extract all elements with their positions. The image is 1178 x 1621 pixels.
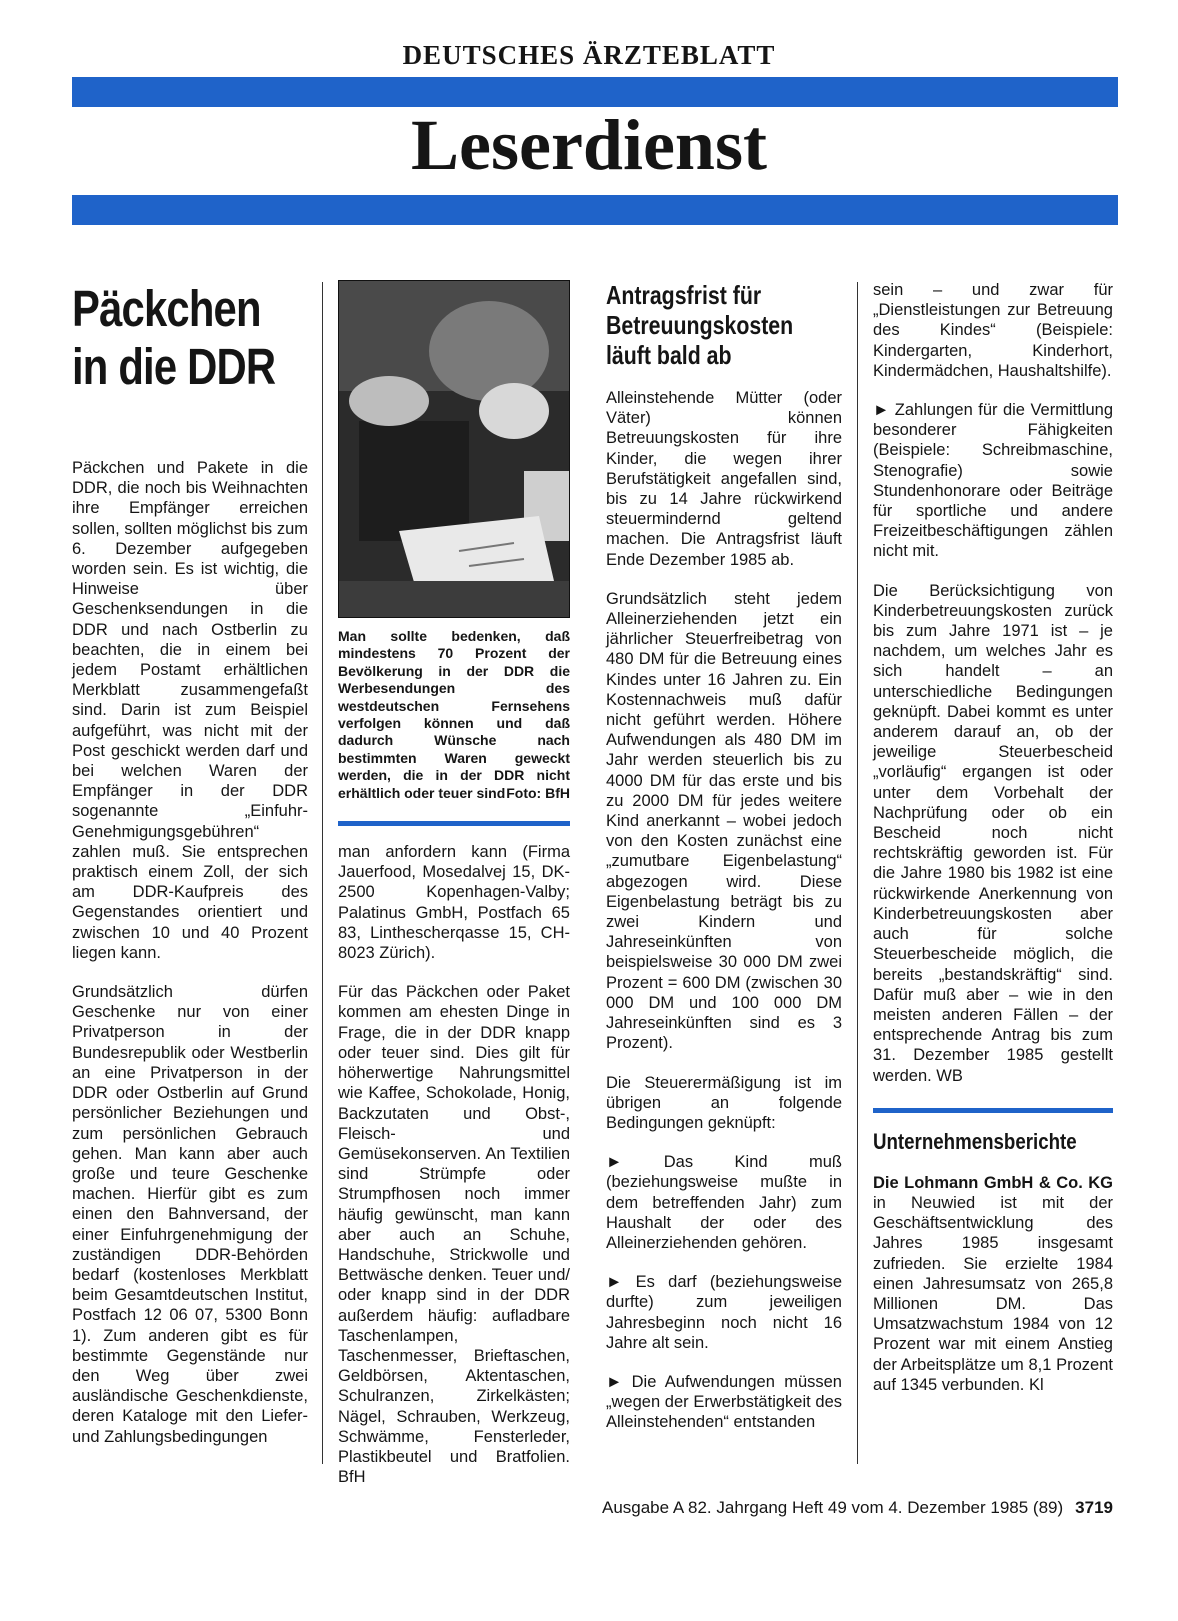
- photo-caption: Man sollte bedenken, daß mindestens 70 Prozent der Bevölkerung in der DDR die Werbesendungen des westdeutschen Fernsehens verfolgen können und daß dadurch Wünsche nach bestimmten Waren geweckt werden, die in der DDR nicht erhältlich oder teuer sind Foto: BfH: [338, 628, 570, 801]
- caption-rule: [338, 821, 570, 826]
- box-title: Unternehmensberichte: [873, 1128, 1077, 1154]
- column-3: [606, 280, 842, 1452]
- page-number: 3719: [1075, 1498, 1113, 1517]
- column-2: [338, 280, 570, 1506]
- column-rule: [322, 282, 323, 1464]
- body-paragraph: Grundsätzlich dürfen Geschenke nur von einer Privatperson in der Bundesrepublik oder Westberlin an eine Privatperson in der DDR oder Ostberlin auf Grund persönlicher Beziehungen und zum persönlichen Gebrauch gehen. Man kann aber auch große und teure Geschenke machen. Hierfür gibt es zum einen den Bahnversand, der einer Einfuhrgenehmigung der zuständigen DDR-Behörden bedarf (kostenloses Merkblatt beim Gesamtdeutschen Institut, Postfach 12 06 07, 5300 Bonn 1). Zum anderen gibt es für bestimmte Gegenstände nur den Weg über zwei ausländische Geschenkdienste, deren Kataloge mit den Liefer- und Zahlungsbedingungen: [72, 983, 308, 1446]
- article-headline: Antragsfrist für Betreuungskosten läuft bald ab: [606, 280, 794, 370]
- body-paragraph: Die Steuerermäßigung ist im übrigen an folgende Bedingungen geknüpft:: [606, 1073, 842, 1132]
- bullet-paragraph: ► Das Kind muß (beziehungsweise mußte in dem betreffenden Jahr) zum Haushalt der oder des Alleinerziehenden gehören.: [606, 1153, 842, 1252]
- headline-line: Päckchen: [72, 280, 261, 337]
- masthead: DEUTSCHES ÄRZTEBLATT: [402, 40, 776, 70]
- body-paragraph: Alleinstehende Mütter (oder Väter) können Betreuungskosten für ihre Kinder, die wegen ihrer Berufstätigkeit angefallen sind, bis zu 14 Jahre rückwirkend steuermindernd geltend machen. Die Antragsfrist läuft Ende Dezember 1985 ab.: [606, 389, 842, 569]
- column-1: [72, 280, 308, 1466]
- bullet-paragraph: ► Die Aufwendungen müssen „wegen der Erwerbstätigkeit des Alleinstehenden“ entstanden: [606, 1372, 842, 1432]
- body-paragraph: Päckchen und Pakete in die DDR, die noch bis Weihnachten ihre Empfänger erreichen sollen, sollten möglichst bis zum 6. Dezember aufgegeben worden sein. Es ist wichtig, die Hinweise über Geschenksendungen in die DDR und nach Ostberlin zu beachten, die in einem bei jedem Postamt erhältlichen Merkblatt zusammengefaßt sind. Darin ist zum Beispiel aufgeführt, was nicht mit der Post geschickt werden darf und bei welchen Waren der Empfänger in der DDR sogenannte „Einfuhr-Genehmigungsgebühren“ zahlen muß. Sie entsprechen praktisch einem Zoll, der sich am DDR-Kaufpreis des Gegenstandes orientiert und zwischen 10 und 40 Prozent liegen kann.: [72, 459, 308, 962]
- photo-credit: Foto: BfH: [506, 784, 570, 801]
- bullet-paragraph: ► Zahlungen für die Vermittlung besonderer Fähigkeiten (Beispiele: Schreibmaschine, Stenografie) sowie Stundenhonorare oder Beiträge für sportliche und andere Freizeitbeschäftigungen zählen nicht mit.: [873, 401, 1113, 561]
- body-paragraph: Die Berücksichtigung von Kinderbetreuungskosten zurück bis zum Jahre 1971 ist – je nachdem, um welches Jahr es sich handelt – an unterschiedliche Bedingungen geknüpft. Dabei kommt es unter anderem darauf an, ob der jeweilige Steuerbescheid „vorläufig“ ergangen ist oder unter dem Vorbehalt der Nachprüfung oder ob ein Bescheid noch nicht rechtskräftig geworden ist. Für die Jahre 1980 bis 1982 ist eine rückwirkende Anerkennung von Kinderbetreuungskosten aber auch für solche Steuerbescheide möglich, die bereits „bestandskräftig“ sind. Dafür muß aber – wie in den meisten anderen Fällen – der entsprechende Antrag bis zum 31. Dezember 1985 gestellt werden. WB: [873, 581, 1113, 1085]
- body-paragraph: Grundsätzlich steht jedem Alleinerziehenden jetzt ein jährlicher Steuerfreibetrag von 480 DM für die Betreuung eines Kindes unter 16 Jahren zu. Ein Kostennachweis muß dafür nicht geführt werden. Höhere Aufwendungen als 480 DM im Jahr werden steuerlich bis zu 4000 DM für das erste und bis zu 2000 DM für jedes weitere Kind anerkannt – wobei jedoch von den Kosten zunächst eine „zumutbare Eigenbelastung“ abgezogen wird. Diese Eigenbelastung beträgt bis zu zwei Kindern und Jahreseinkünften von beispielsweise 30 000 DM zwei Prozent = 600 DM (zwischen 30 000 DM und 100 000 DM Jahreseinkünften sind es 3 Prozent).: [606, 589, 842, 1053]
- page-footer: [0, 1498, 1113, 1518]
- article-photo: [338, 280, 570, 618]
- section-title: Leserdienst: [411, 105, 767, 185]
- company-name: Die Lohmann GmbH & Co. KG: [873, 1173, 1113, 1192]
- bullet-paragraph: ► Es darf (beziehungsweise durfte) zum jeweiligen Jahresbeginn noch nicht 16 Jahre alt sein.: [606, 1273, 842, 1352]
- issue-info: Ausgabe A 82. Jahrgang Heft 49 vom 4. Dezember 1985 (89): [601, 1498, 1064, 1517]
- column-4: [873, 280, 1113, 1414]
- body-paragraph: man anfordern kann (Firma Jauerfood, Mosedalvej 15, DK-2500 Kopenhagen-Valby; Palatinus GmbH, Postfach 65 83, Linthescherqasse 15, CH-8023 Zürich).: [338, 843, 570, 963]
- column-rule: [857, 282, 858, 1464]
- body-paragraph: sein – und zwar für „Dienstleistungen zur Betreuung des Kindes“ (Beispiele: Kindergarten, Kinderhort, Kindermädchen, Haushaltshilfe).: [873, 281, 1113, 380]
- photo-illustration: [339, 281, 570, 618]
- headline-line: in die DDR: [72, 338, 276, 395]
- box-paragraph: [873, 1173, 1113, 1395]
- box-rule: [873, 1108, 1113, 1113]
- box-text: in Neuwied ist mit der Geschäftsentwicklung des Jahres 1985 insgesamt zufrieden. Sie erzielte 1984 einen Jahresumsatz von 265,8 Millionen DM. Das Umsatzwachstum 1984 von 12 Prozent war mit einem Anstieg der Arbeitsplätze um 8,1 Prozent auf 1345 verbunden. Kl: [873, 1193, 1113, 1394]
- body-paragraph: Für das Päckchen oder Paket kommen am ehesten Dinge in Frage, die in der DDR knapp oder teuer sind. Dies gilt für höherwertige Nahrungsmittel wie Kaffee, Schokolade, Honig, Backzutaten und Obst-, Fleisch- und Gemüsekonserven. An Textilien sind Strümpfe oder Strumpfhosen noch immer häufig gewünscht, man kann aber auch an Schuhe, Handschuhe, Strickwolle und Bettwäsche denken. Teuer und/ oder knapp sind in der DDR außerdem häufig: aufladbare Taschenlampen, Taschenmesser, Brieftaschen, Geldbörsen, Aktentaschen, Schulranzen, Zirkelkästen; Nägel, Schrauben, Werkzeug, Schwämme, Fensterleder, Plastikbeutel und Bratfolien. BfH: [338, 983, 570, 1487]
- blue-band-bottom: [72, 195, 1118, 225]
- article-headline: [72, 280, 310, 396]
